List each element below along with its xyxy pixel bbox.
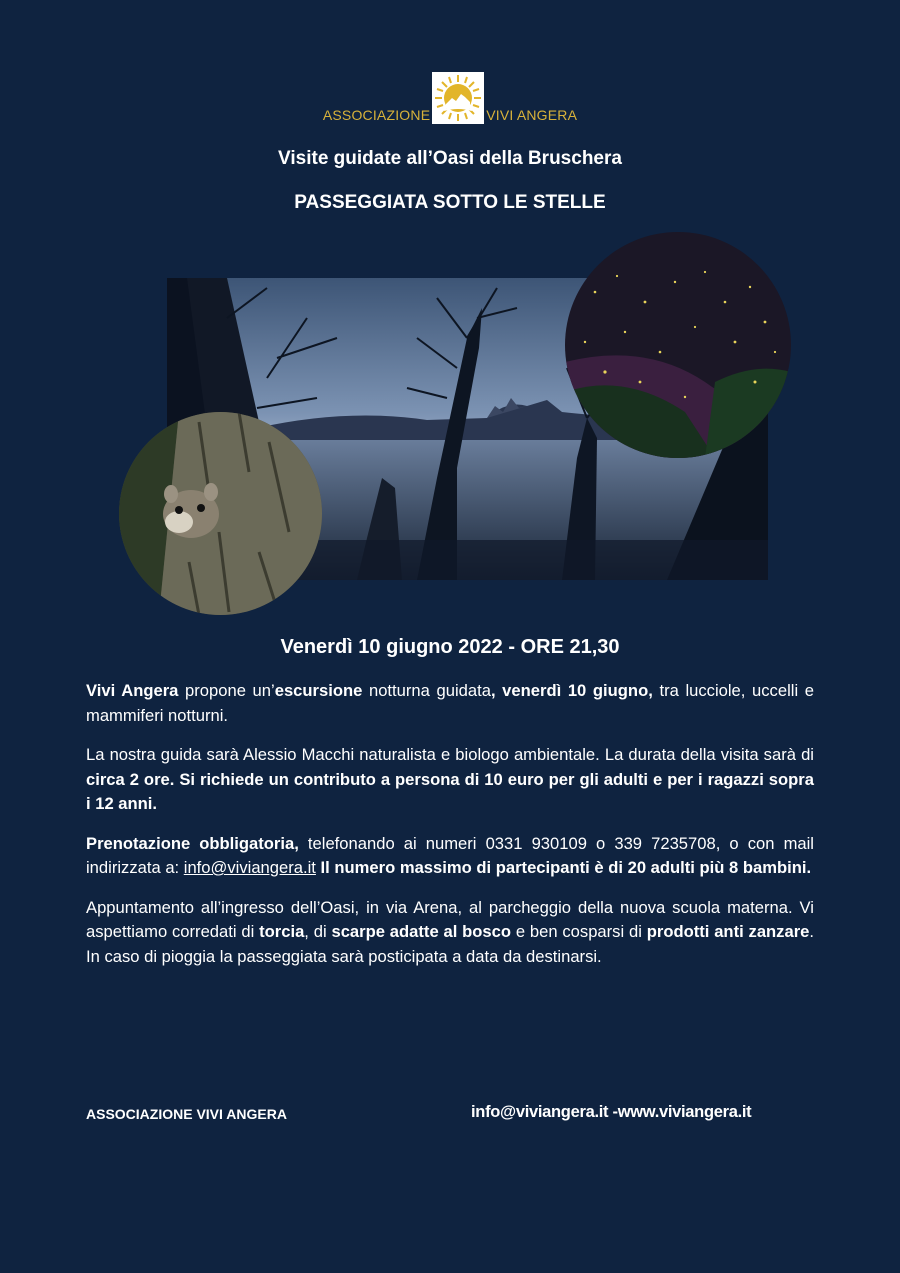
event-date: Venerdì 10 giugno 2022 - ORE 21,30 bbox=[280, 636, 620, 658]
paragraph-booking bbox=[86, 832, 814, 881]
p3-text: telefonando ai numeri 0331 930109 o 339 7235708, o con mail indirizzata a: bbox=[86, 833, 814, 877]
fireflies-photo bbox=[565, 232, 791, 458]
p1-bold-escursione: escursione bbox=[274, 681, 363, 700]
p3-bold-max: Il numero massimo di partecipanti è di 20 adulti più 8 bambini. bbox=[315, 858, 812, 877]
body-text bbox=[86, 679, 814, 984]
p4-text-4: . In caso di pioggia la passeggiata sarà posticipata a data da destinarsi. bbox=[86, 922, 815, 966]
logo-row bbox=[0, 72, 900, 124]
footer-org: ASSOCIAZIONE VIVI ANGERA bbox=[86, 1106, 287, 1122]
email-link[interactable]: info@viviangera.it bbox=[183, 858, 316, 877]
p1-text-3: tra lucciole, uccelli e mammiferi notturni. bbox=[86, 681, 814, 725]
p2-text: La nostra guida sarà Alessio Macchi naturalista e biologo ambientale. La durata della visita sarà di bbox=[86, 745, 814, 764]
p4-bold-zanzare: prodotti anti zanzare bbox=[646, 922, 810, 941]
logo-text-right: VIVI ANGERA bbox=[486, 107, 578, 123]
p4-bold-scarpe: scarpe adatte al bosco bbox=[331, 922, 512, 941]
p3-bold-booking: Prenotazione obbligatoria, bbox=[86, 833, 299, 853]
p1-text-2: notturna guidata bbox=[362, 681, 491, 700]
page-subtitle: PASSEGGIATA SOTTO LE STELLE bbox=[294, 192, 606, 213]
logo-text-left: ASSOCIAZIONE bbox=[322, 107, 431, 123]
paragraph-guide bbox=[86, 743, 814, 817]
p4-text-3: e ben cosparsi di bbox=[511, 922, 647, 941]
p1-text-1: propone un’ bbox=[178, 681, 275, 700]
p2-bold-cost: circa 2 ore. Si richiede un contributo a persona di 10 euro per gli adulti e per i ragazzi sopra i 12 anni. bbox=[86, 769, 814, 813]
p4-text-1: Appuntamento all’ingresso dell’Oasi, in via Arena, al parcheggio della nuova scuola materna. Vi aspettiamo corredati di bbox=[86, 897, 814, 941]
page-title: Visite guidate all’Oasi della Bruschera bbox=[278, 148, 622, 169]
sun-logo-icon bbox=[432, 72, 484, 124]
p4-bold-torcia: torcia bbox=[259, 922, 305, 941]
p1-bold-date: , venerdì 10 giugno, bbox=[490, 681, 653, 700]
footer-contacts[interactable]: info@viviangera.it -www.viviangera.it bbox=[471, 1103, 752, 1121]
p4-text-2: , di bbox=[304, 922, 332, 941]
paragraph-meeting bbox=[86, 896, 814, 970]
paragraph-intro bbox=[86, 679, 814, 728]
dormouse-photo bbox=[119, 412, 322, 615]
p1-bold-org: Vivi Angera bbox=[86, 681, 179, 700]
